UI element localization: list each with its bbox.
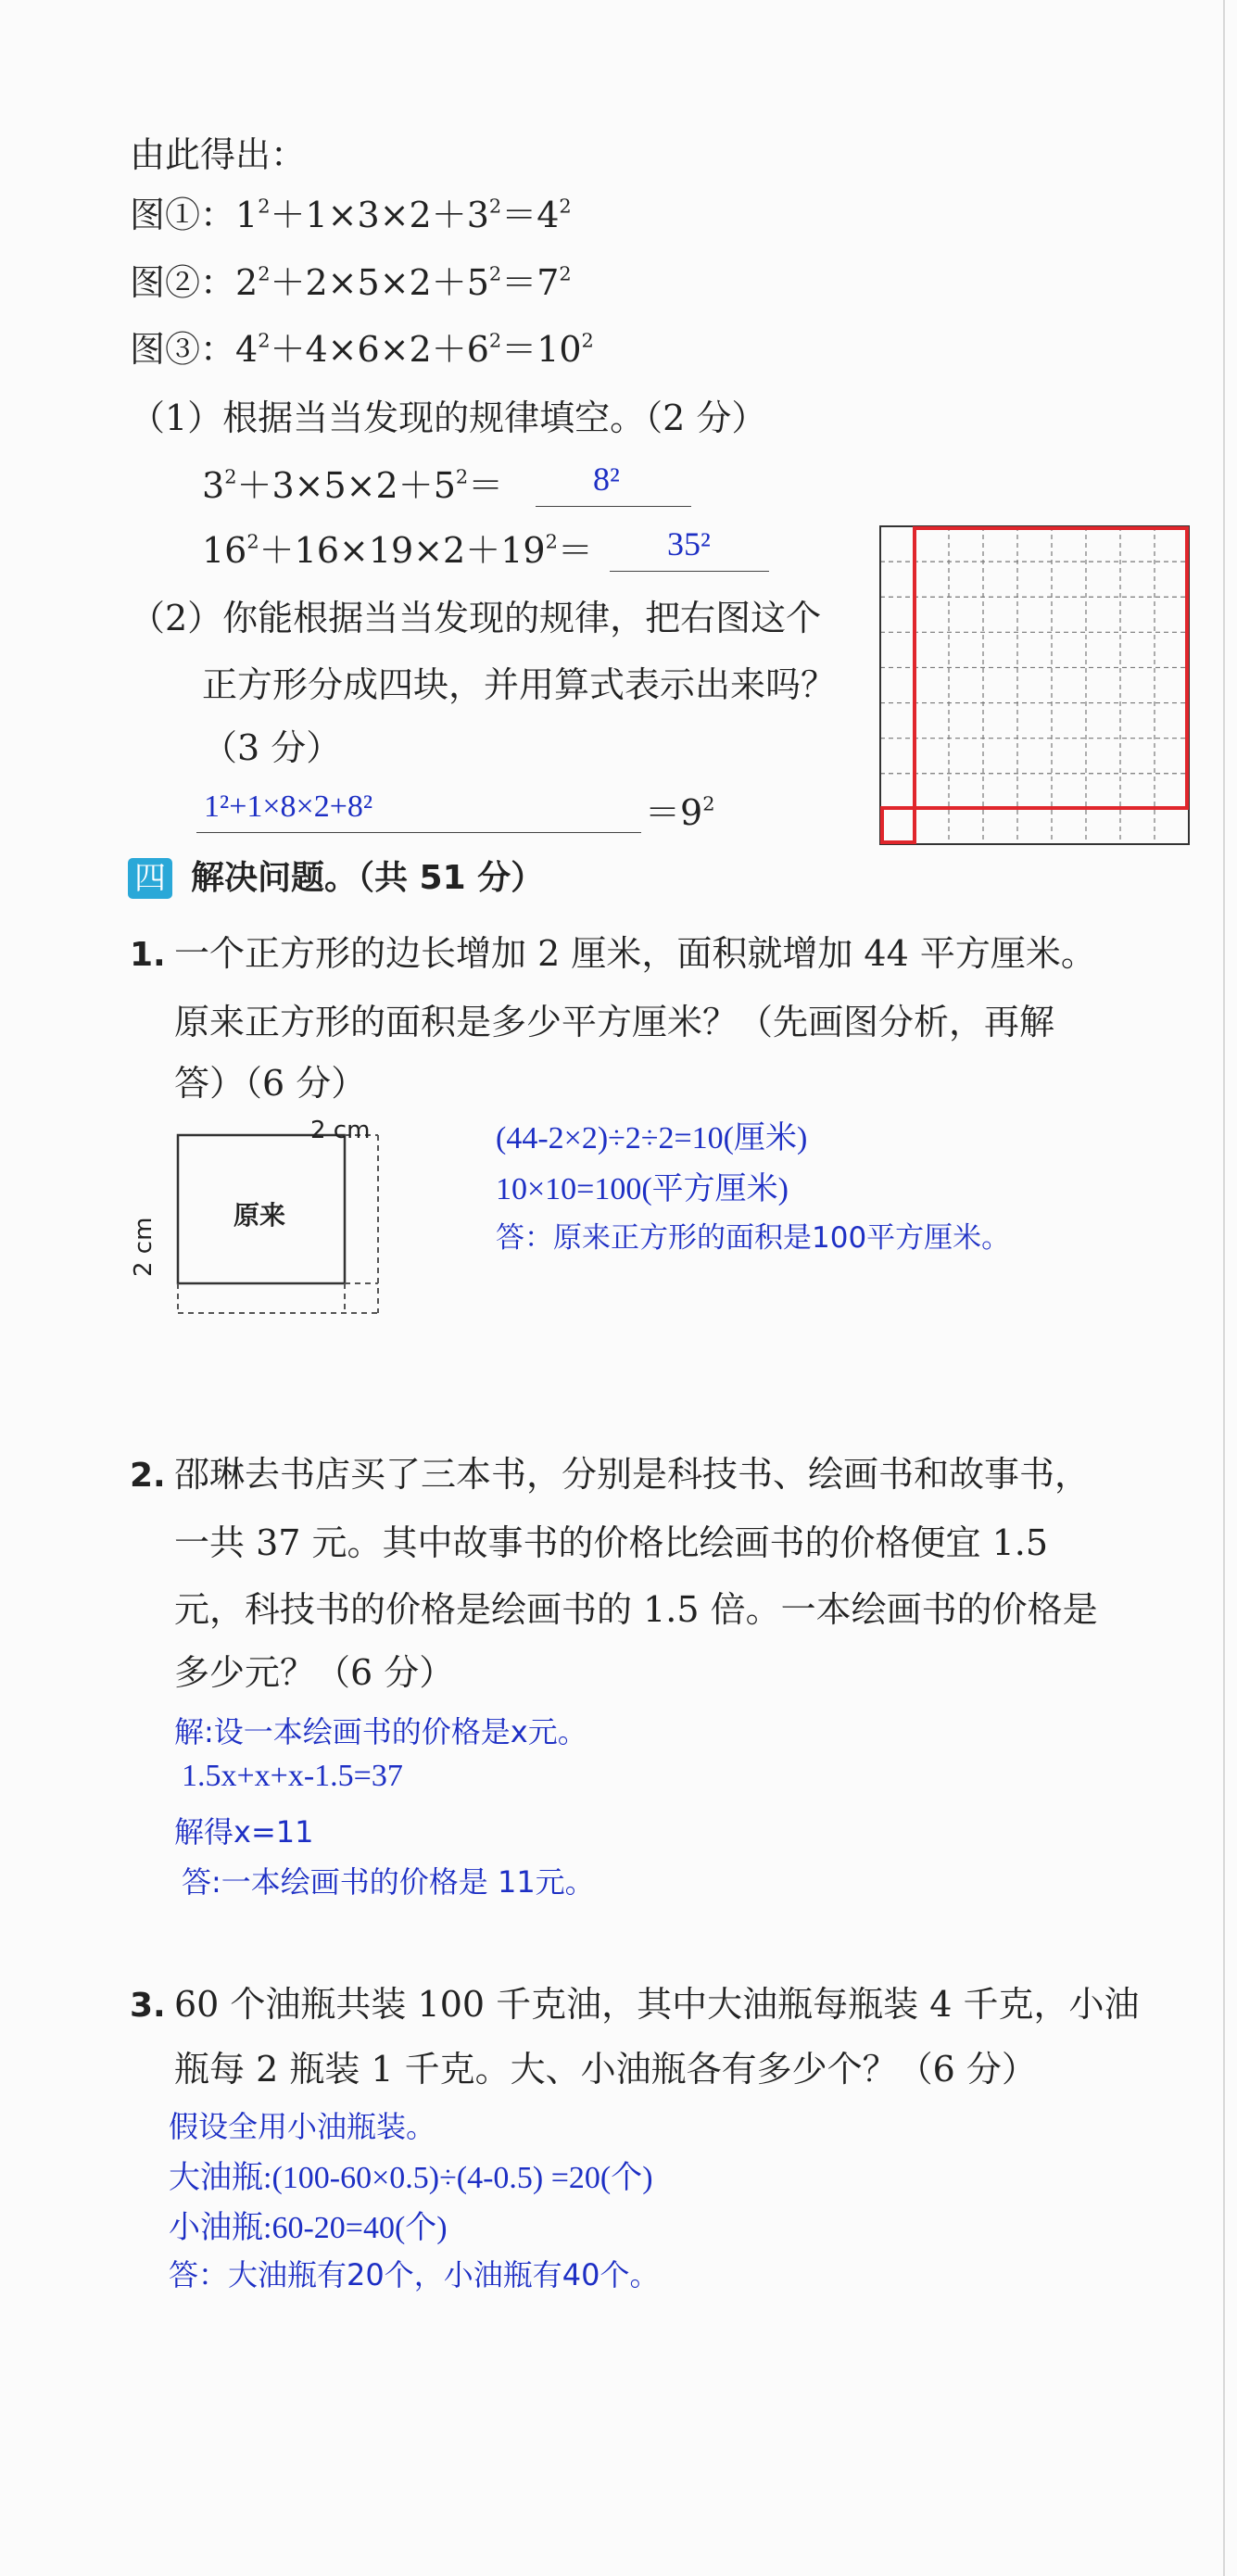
p1-label-center: 原来	[234, 1200, 286, 1231]
p2-answer-4: 答:一本绘画书的价格是 11元。	[182, 1864, 595, 1900]
q1-line2: $16^2+16\times 19\times 2+19^2=$	[202, 530, 593, 571]
p1-line1: 一个正方形的边长增加 2 厘米，面积就增加 44 平方厘米。	[174, 933, 1096, 974]
q2-tail: $=9^2$	[645, 792, 715, 833]
p3-answer-3: 小油瓶:60-20=40(个)	[169, 2211, 448, 2245]
p2-number: 2.	[130, 1457, 166, 1495]
red-small-square	[882, 808, 915, 842]
p2-line1: 邵琳去书店买了三本书，分别是科技书、绘画书和故事书，	[174, 1454, 1091, 1495]
figure-2-expr: $2^2+2\times 5\times 2+5^2=7^2$	[235, 262, 572, 303]
figure-1-expr: $1^2+1\times 3\times 2+3^2=4^2$	[235, 195, 572, 235]
figure-3-label: 图③：	[130, 329, 236, 370]
figure-3-expr: $4^2+4\times 6\times 2+6^2=10^2$	[235, 329, 594, 370]
section-badge: 四	[128, 858, 172, 899]
q1-answer2: 35²	[667, 525, 711, 562]
q1-answer1-underline	[536, 506, 691, 507]
q2-answer-underline	[196, 832, 641, 833]
p1-answer-1: (44-2×2)÷2÷2=10(厘米)	[496, 1121, 808, 1155]
figure-1-line	[130, 197, 572, 233]
section-title: 解决问题。（共 51 分）	[191, 859, 545, 897]
q1-text: （1）根据当当发现的规律填空。（2 分）	[130, 398, 767, 438]
p1-label-top: 2 cm	[310, 1117, 371, 1144]
q2-line2: 正方形分成四块，并用算式表示出来吗？	[202, 664, 837, 705]
p1-answer-2: 10×10=100(平方厘米)	[496, 1172, 789, 1206]
p1-line3: 答）（6 分）	[174, 1063, 367, 1104]
grid-outer-border	[880, 526, 1189, 844]
p2-line4: 多少元？（6 分）	[174, 1652, 455, 1693]
p1-number: 1.	[130, 936, 166, 974]
q2-line1: （2）你能根据当当发现的规律，把右图这个	[130, 598, 822, 638]
figure-1-label: 图①：	[130, 195, 236, 235]
p2-answer-3: 解得x=11	[174, 1814, 314, 1850]
q1-answer1: 8²	[593, 461, 620, 498]
page-edge-rule	[1223, 0, 1225, 2576]
q2-line3: （3 分）	[202, 727, 342, 768]
p2-line3: 元，科技书的价格是绘画书的 1.5 倍。一本绘画书的价格是	[174, 1589, 1098, 1630]
p2-line2: 一共 37 元。其中故事书的价格比绘画书的价格便宜 1.5	[174, 1522, 1049, 1563]
grid-square-figure	[878, 524, 1193, 849]
figure-3-line	[130, 329, 594, 370]
p3-line2: 瓶每 2 瓶装 1 千克。大、小油瓶各有多少个？（6 分）	[174, 2049, 1037, 2090]
p2-answer-2: 1.5x+x+x-1.5=37	[182, 1759, 403, 1793]
p2-answer-1: 解:设一本绘画书的价格是x元。	[174, 1714, 587, 1749]
p1-label-side: 2 cm	[130, 1217, 158, 1277]
q1-line1: $3^2+3\times 5\times 2+5^2=$	[202, 465, 504, 506]
figure-2-label: 图②：	[130, 262, 236, 303]
figure-2-line	[130, 262, 572, 303]
p3-answer-4: 答：大油瓶有20个，小油瓶有40个。	[169, 2257, 660, 2292]
p3-answer-1: 假设全用小油瓶装。	[169, 2109, 436, 2144]
q2-answer: 1²+1×8×2+8²	[204, 789, 373, 824]
p3-line1: 60 个油瓶共装 100 千克油，其中大油瓶每瓶装 4 千克，小油	[174, 1984, 1140, 2025]
p3-number: 3.	[130, 1987, 166, 2025]
intro-text: 由此得出：	[130, 134, 307, 175]
p1-answer-3: 答：原来正方形的面积是100平方厘米。	[496, 1221, 1011, 1255]
p3-answer-2: 大油瓶:(100-60×0.5)÷(4-0.5) =20(个)	[169, 2161, 653, 2195]
q1-answer2-underline	[610, 571, 769, 572]
p1-line2: 原来正方形的面积是多少平方厘米？（先画图分析，再解	[174, 1002, 1055, 1042]
